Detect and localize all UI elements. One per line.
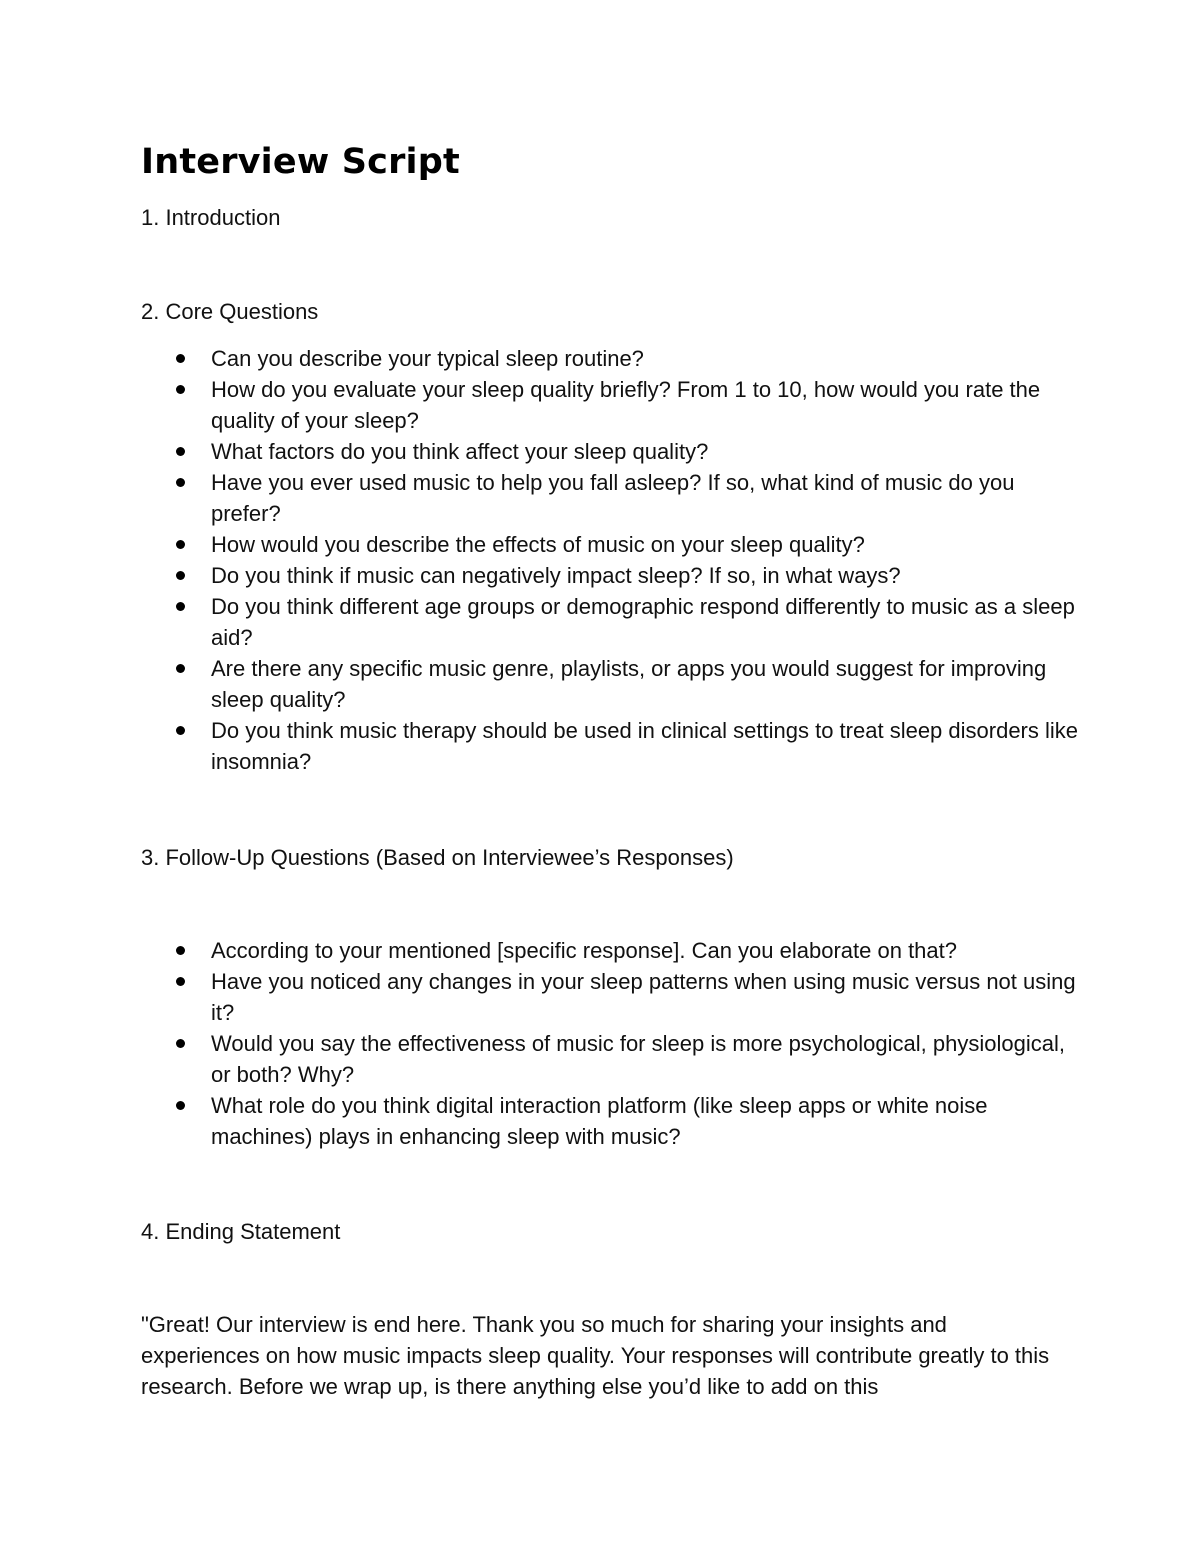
- section-heading-introduction: 1. Introduction: [141, 205, 281, 230]
- question-text: Have you ever used music to help you fall asleep? If so, what kind of music do you prefer?: [211, 470, 1015, 526]
- list-item: [141, 935, 1081, 966]
- list-item: [141, 436, 1081, 467]
- section-heading-follow-up-questions: 3. Follow-Up Questions (Based on Interviewee’s Responses): [141, 845, 734, 870]
- bullet-icon: [176, 447, 185, 456]
- question-text: Do you think different age groups or demographic respond differently to music as a sleep aid?: [211, 594, 1075, 650]
- list-item: [141, 529, 1081, 560]
- question-text: What role do you think digital interaction platform (like sleep apps or white noise machines) plays in enhancing sleep with music?: [211, 1093, 988, 1149]
- bullet-icon: [176, 726, 185, 735]
- list-item: [141, 653, 1081, 715]
- bullet-icon: [176, 540, 185, 549]
- bullet-icon: [176, 1101, 185, 1110]
- question-text: Would you say the effectiveness of music for sleep is more psychological, physiological, or both? Why?: [211, 1031, 1065, 1087]
- bullet-icon: [176, 478, 185, 487]
- list-item: [141, 467, 1081, 529]
- section-heading-ending-statement: 4. Ending Statement: [141, 1219, 341, 1244]
- follow-up-questions-list: [141, 935, 1081, 1152]
- bullet-icon: [176, 664, 185, 673]
- document-title: Interview Script: [141, 142, 460, 182]
- question-text: Can you describe your typical sleep routine?: [211, 346, 644, 371]
- question-text: What factors do you think affect your sleep quality?: [211, 439, 709, 464]
- question-text: According to your mentioned [specific response]. Can you elaborate on that?: [211, 938, 958, 963]
- question-text: Are there any specific music genre, playlists, or apps you would suggest for improving sleep quality?: [211, 656, 1047, 712]
- list-item: [141, 1028, 1081, 1090]
- bullet-icon: [176, 602, 185, 611]
- list-item: [141, 966, 1081, 1028]
- bullet-icon: [176, 1039, 185, 1048]
- question-text: How would you describe the effects of music on your sleep quality?: [211, 532, 865, 557]
- list-item: [141, 715, 1081, 777]
- bullet-icon: [176, 946, 185, 955]
- question-text: Have you noticed any changes in your sleep patterns when using music versus not using it?: [211, 969, 1076, 1025]
- ending-statement-text: "Great! Our interview is end here. Thank you so much for sharing your insights and experiences on how music impacts sleep quality. Your responses will contribute greatly to this research. Before we wrap up, is there anything else you’d like to add on this: [141, 1312, 1050, 1399]
- list-item: [141, 343, 1081, 374]
- bullet-icon: [176, 571, 185, 580]
- list-item: [141, 374, 1081, 436]
- core-questions-list: [141, 343, 1081, 777]
- bullet-icon: [176, 977, 185, 986]
- question-text: Do you think music therapy should be used in clinical settings to treat sleep disorders like insomnia?: [211, 718, 1079, 774]
- section-heading-core-questions: 2. Core Questions: [141, 299, 319, 324]
- bullet-icon: [176, 354, 185, 363]
- list-item: [141, 1090, 1081, 1152]
- list-item: [141, 560, 1081, 591]
- bullet-icon: [176, 385, 185, 394]
- question-text: Do you think if music can negatively impact sleep? If so, in what ways?: [211, 563, 901, 588]
- list-item: [141, 591, 1081, 653]
- question-text: How do you evaluate your sleep quality briefly? From 1 to 10, how would you rate the quality of your sleep?: [211, 377, 1041, 433]
